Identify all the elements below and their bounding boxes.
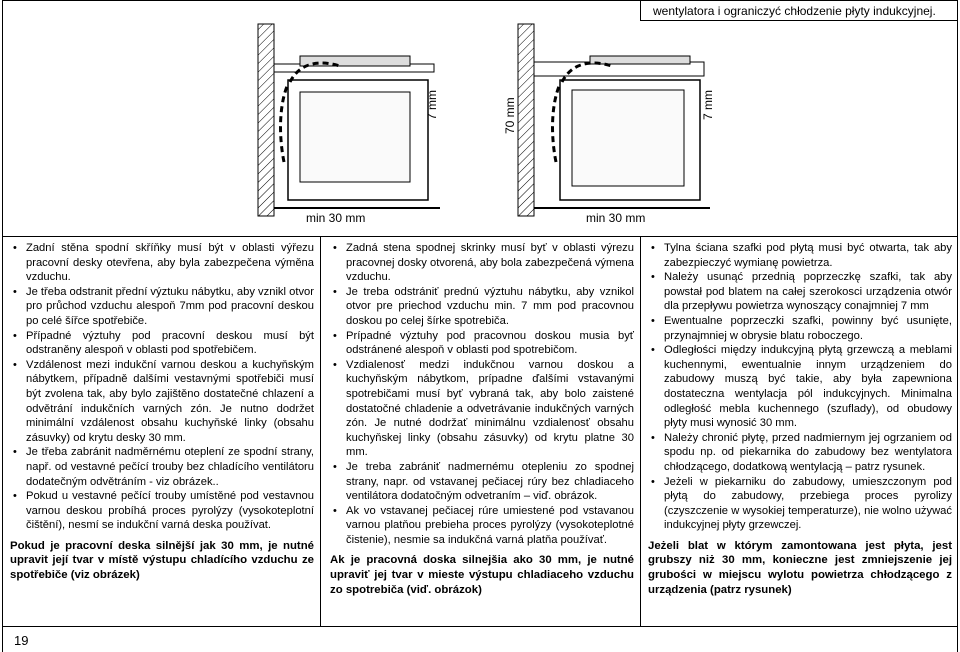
- list-item: • Je treba zabrániť nadmernému otepleniu zo spodnej strany, napr. od vstavanej pečiacej rúry bez chladiaceho ventilátora dodatočným odvetraním – viď. obrázok.: [346, 460, 634, 504]
- list-item: • Je třeba odstranit přední výztuku nábytku, aby vznikl otvor pro průchod vzduchu alespoň 7mm pod pracovní deskou po celé šířce spotřebiče.: [26, 285, 314, 329]
- list-item: • Należy usunąć przednią poprzeczkę szafki, tak aby powstał pod blatem na całej szerokosci urządzenia otwór dla przepływu powietrza wynoszący conajmniej 7 mm: [664, 270, 952, 314]
- header-text: wentylatora i ograniczyć chłodzenie płyty indukcyjnej.: [653, 4, 936, 18]
- airflow-arrow: [281, 84, 288, 162]
- polish-list: [648, 241, 952, 533]
- list-item: • Je třeba zabránit nadměrnému oteplení ze spodní strany, např. od vestavné pečící trouby bez chladícího ventilátoru dodatečným odvětráním - viz obrázek..: [26, 445, 314, 489]
- list-item: • Pokud u vestavné pečící trouby umístěné pod vestavnou varnou deskou probíhá proces pyrolýzy (vysokoteplotní čištění), nesmí se indukční varná deska používat.: [26, 489, 314, 533]
- dimension-7mm: 7 mm: [425, 90, 439, 120]
- list-item: • Odległości między indukcyjną płytą grzewczą a meblami kuchennymi, ewentualnie innym urządzeniem do zabudowy muszą być takie, aby była zapewniona dostateczna wentylacja pól indukcyjnych. Minimalna odległość mebla kuchennego (szuflady), od obudowy płyty musi wynosić 30 mm.: [664, 343, 952, 431]
- column-slovak: [330, 241, 634, 597]
- column-czech: [10, 241, 314, 583]
- list-item: • Prípadné výztuhy pod pracovnou doskou musia byť odstránené alespoň v oblasti pod spotrebičom.: [346, 329, 634, 358]
- frame-right-line: [957, 0, 958, 652]
- list-item: • Případné výztuhy pod pracovní deskou musí být odstraněny alespoň v oblasti pod spotřebičem.: [26, 329, 314, 358]
- header-divider: [640, 20, 958, 21]
- column-polish: [648, 241, 952, 597]
- dimension-7mm: 7 mm: [701, 90, 715, 120]
- bold-note: Pokud je pracovní deska silnější jak 30 mm, je nutné upravit její tvar v místě výstupu chladícího vzduchu ze spotřebiče (viz obrázek): [10, 539, 314, 582]
- frame-top-line: [2, 0, 958, 1]
- column-divider-1: [320, 236, 321, 626]
- dimension-min30mm: min 30 mm: [306, 211, 366, 225]
- column-divider-2: [640, 236, 641, 626]
- bold-note: Jeżeli blat w którym zamontowana jest płyta, jest grubszy niż 30 mm, konieczne jest zmniejszenie jej grubości w miejscu wylotu powietrza chłodzącego z urządzenia (patrz rysunek): [648, 539, 952, 596]
- list-item: • Vzdialenosť medzi indukčnou varnou doskou a kuchyňským nábytkom, prípadne ďalšími vstavanými spotrebičami musí byť vybraná tak, aby bolo zaistené dostatočné chladenie a odvetrávanie indukčných varných zón. Je nutné dodržať minimálnu vzdialenosť obsahu kuchyňskej linky (obsahu zásuvky) od krytu platne 30 mm.: [346, 358, 634, 460]
- frame-left-line: [2, 0, 3, 652]
- list-item: • Ak vo vstavanej pečiacej rúre umiestené pod vstavanou varnou platňou prebieha proces pyrolýzy (vysokoteplotné čistenie), nesmie sa indukčná varná platňa používať.: [346, 504, 634, 548]
- installation-diagram-left: [240, 22, 450, 234]
- list-item: • Vzdálenost mezi indukční varnou deskou a kuchyňským nábytkem, případně dalšími vestavnými spotřebiči musí být zvolena tak, aby bylo zajištěno dostatečné chlazení a odvětrání indukčních varných zón. Je nutno dodržet minimální vzdálenost obsahu kuchyňské linky (obsahu zásuvky) od krytu desky 30 mm.: [26, 358, 314, 446]
- page-number: 19: [14, 633, 29, 648]
- list-item: • Tylna ściana szafki pod płytą musi być otwarta, tak aby zabezpieczyć wymianę powietrza.: [664, 241, 952, 270]
- oven: [572, 90, 684, 186]
- installation-diagram-right: [500, 22, 720, 234]
- list-item: • Ewentualne poprzeczki szafki, powinny być usunięte, przynajmniej w obrysie blatu roboczego.: [664, 314, 952, 343]
- dimension-min30mm: min 30 mm: [586, 211, 646, 225]
- czech-list: [10, 241, 314, 533]
- list-item: • Zadní stěna spodní skříňky musí být v oblasti výřezu pracovní desky otevřena, aby byla zabezpečena výměna vzduchu.: [26, 241, 314, 285]
- dimension-70mm: 70 mm: [503, 97, 517, 134]
- oven: [300, 92, 410, 182]
- bottom-line: [2, 626, 958, 627]
- list-item: • Zadná stena spodnej skrinky musí byť v oblasti výrezu pracovnej dosky otvorená, aby bola zabezpečená výmena vzduchu.: [346, 241, 634, 285]
- list-item: • Należy chronić płytę, przed nadmiernym jej ogrzaniem od spodu np. od piekarnika do zabudowy bez wentylatora chłodzącego, dodatkową wentylacją – patrz rysunek.: [664, 431, 952, 475]
- figure-divider: [2, 236, 958, 237]
- wall: [518, 24, 534, 216]
- list-item: • Jeżeli w piekarniku do zabudowy, umieszczonym pod płytą do zabudowy, przebiega proces pyrolizy (czyszczenie w wysokiej temperaturze), nie wolno używać indukcyjnej płyty grzewczej.: [664, 475, 952, 533]
- airflow-arrow: [553, 84, 560, 162]
- wall: [258, 24, 274, 216]
- slovak-list: [330, 241, 634, 547]
- header-vertical: [640, 0, 641, 20]
- bold-note: Ak je pracovná doska silnejšia ako 30 mm, je nutné upraviť jej tvar v mieste výstupu chladiaceho vzduchu zo spotrebiča (viď. obrázok): [330, 554, 634, 596]
- list-item: • Je treba odstrániť prednú výztuhu nábytku, aby vznikol otvor pre priechod vzduchu min. 7 mm pod pracovnou doskou po celej šírke spotrebiča.: [346, 285, 634, 329]
